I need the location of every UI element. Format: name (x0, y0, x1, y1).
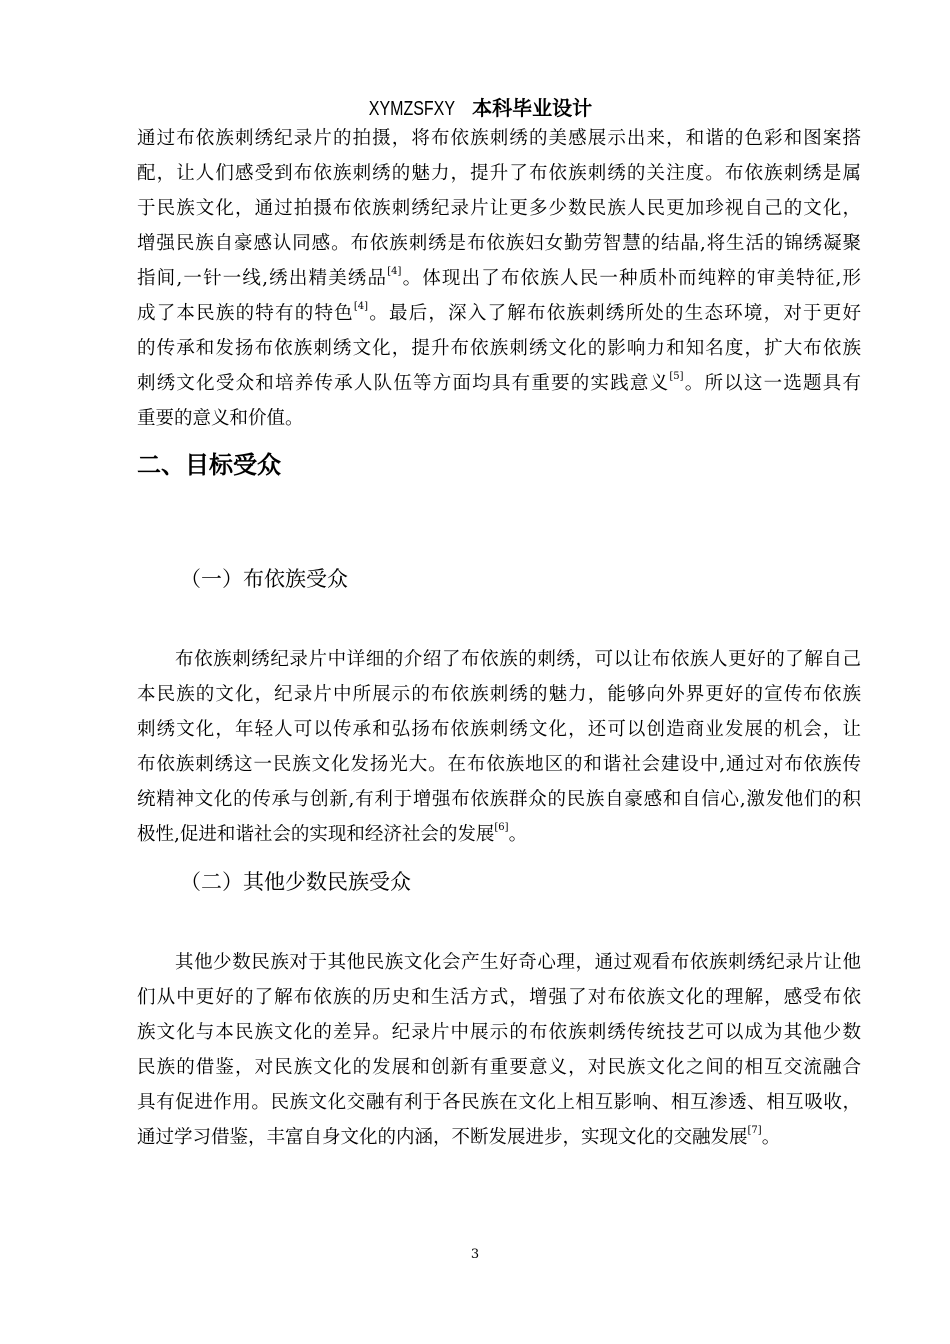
text-line (137, 817, 861, 852)
text-line (137, 747, 861, 782)
text-line (137, 782, 861, 817)
section-heading-target-audience: 二、目标受众 (137, 451, 281, 479)
subsection-heading-buyi-audience: （一）布依族受众 (180, 567, 348, 591)
text-segment: 其他少数民族对于其他民族文化会产生好奇心理，通过观看布依族刺绣纪录片让他 (175, 952, 861, 973)
text-segment: 于民族文化，通过拍摄布依族刺绣纪录片让更多少数民族人民更加珍视自己的文化， (137, 198, 861, 219)
text-line (137, 156, 861, 191)
citation-ref: [5] (669, 371, 684, 382)
text-line (137, 331, 861, 366)
citation-ref: [7] (747, 1125, 762, 1136)
text-segment: 极性,促进和谐社会的实现和经济社会的发展 (137, 824, 495, 845)
text-segment: 族文化与本民族文化的差异。纪录片中展示的布依族刺绣传统技艺可以成为其他少数 (137, 1022, 861, 1043)
text-line (137, 226, 861, 261)
text-line (137, 191, 861, 226)
text-line (137, 677, 861, 712)
text-line (137, 1085, 861, 1120)
header-title: 本科毕业设计 (472, 96, 593, 120)
text-segment: 刺绣文化，年轻人可以传承和弘扬布依族刺绣文化，还可以创造商业发展的机会，让 (137, 719, 861, 740)
page-header (0, 92, 950, 121)
text-segment: 的传承和发扬布依族刺绣文化，提升布依族刺绣文化的影响力和知名度，扩大布依族 (137, 338, 861, 359)
text-segment: 本民族的文化，纪录片中所展示的布依族刺绣的魅力，能够向外界更好的宣传布依族 (137, 684, 861, 705)
paragraph-buyi-audience (137, 642, 861, 852)
paragraph-other-minorities (137, 945, 861, 1155)
text-line (137, 261, 861, 296)
text-line (137, 712, 861, 747)
text-line (137, 1120, 861, 1155)
text-segment: 刺绣文化受众和培养传承人队伍等方面均具有重要的实践意义 (137, 373, 670, 394)
text-line (137, 296, 861, 331)
text-segment: 统精神文化的传承与创新,有利于增强布依族群众的民族自豪感和自信心,激发他们的积 (137, 789, 861, 810)
text-segment: 。 (761, 1127, 781, 1148)
page-number: 3 (470, 1247, 480, 1262)
text-segment: 。体现出了布依族人民一种质朴而纯粹的审美特征,形 (401, 268, 862, 289)
text-segment: 配，让人们感受到布依族刺绣的魅力，提升了布依族刺绣的关注度。布依族刺绣是属 (137, 163, 861, 184)
text-segment: 。最后，深入了解布依族刺绣所处的生态环境，对于更好 (368, 303, 861, 324)
text-segment: 。 (508, 824, 528, 845)
text-segment: 重要的意义和价值。 (137, 408, 304, 429)
text-line (137, 980, 861, 1015)
text-segment: 指间,一针一线,绣出精美绣品 (137, 268, 388, 289)
paragraph-significance (137, 121, 861, 436)
citation-ref: [4] (387, 266, 402, 277)
text-line (137, 642, 861, 677)
text-line (137, 121, 861, 156)
text-segment: 们从中更好的了解布依族的历史和生活方式，增强了对布依族文化的理解，感受布依 (137, 987, 861, 1008)
subsection-heading-other-minorities: （二）其他少数民族受众 (180, 870, 411, 894)
header-code: XYMZSFXY (368, 98, 455, 120)
text-segment: 。所以这一选题具有 (683, 373, 861, 394)
text-segment: 通过学习借鉴，丰富自身文化的内涵，不断发展进步，实现文化的交融发展 (137, 1127, 748, 1148)
text-segment: 布依族刺绣纪录片中详细的介绍了布依族的刺绣，可以让布依族人更好的了解自己 (175, 649, 861, 670)
citation-ref: [4] (353, 301, 369, 312)
text-segment: 布依族刺绣这一民族文化发扬光大。在布依族地区的和谐社会建设中,通过对布依族传 (137, 754, 861, 775)
text-segment: 民族的借鉴，对民族文化的发展和创新有重要意义，对民族文化之间的相互交流融合 (137, 1057, 861, 1078)
text-segment: 具有促进作用。民族文化交融有利于各民族在文化上相互影响、相互渗透、相互吸收， (137, 1092, 861, 1113)
text-line (137, 1015, 861, 1050)
citation-ref: [6] (494, 822, 509, 833)
text-segment: 成了本民族的特有的特色 (137, 303, 354, 324)
text-segment: 通过布依族刺绣纪录片的拍摄，将布依族刺绣的美感展示出来，和谐的色彩和图案搭 (137, 128, 861, 149)
text-line (137, 366, 861, 401)
text-line (137, 945, 861, 980)
text-segment: 增强民族自豪感认同感。布依族刺绣是布依族妇女勤劳智慧的结晶,将生活的锦绣凝聚 (137, 233, 861, 254)
text-line (137, 401, 861, 436)
text-line (137, 1050, 861, 1085)
